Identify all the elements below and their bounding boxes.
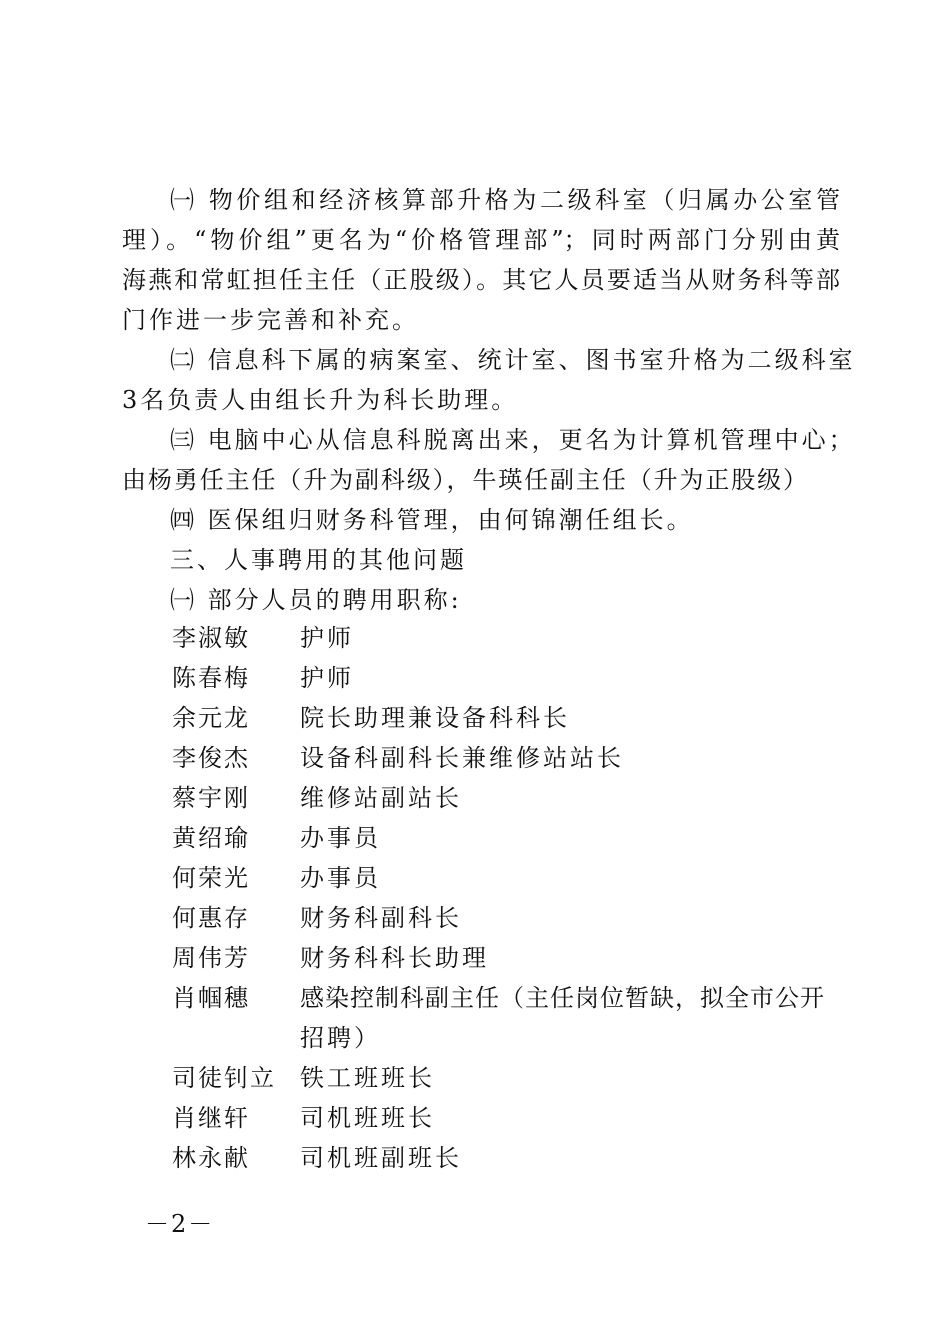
appointee-title: 财务科科长助理	[300, 944, 489, 972]
appointee-title: 护师	[300, 664, 354, 692]
paragraph-3-line-2: 由杨勇任主任（升为副科级），牛瑛任副主任（升为正股级）	[122, 466, 807, 494]
appointee-title: 设备科副科长兼维修站站长	[300, 744, 624, 772]
paragraph-1-line-4: 门作进一步完善和补充。	[122, 306, 419, 334]
appointee-title: 铁工班班长	[300, 1064, 435, 1092]
appointee-name: 林永献	[172, 1144, 250, 1172]
paragraph-1-line-3: 海燕和常虹担任主任（正股级）。其它人员要适当从财务科等部	[122, 266, 840, 294]
appointee-title: 维修站副站长	[300, 784, 462, 812]
appointee-name: 周伟芳	[172, 944, 250, 972]
appointee-title: 感染控制科副主任（主任岗位暂缺，拟全市公开	[300, 984, 825, 1012]
appointee-title: 护师	[300, 624, 354, 652]
appointee-name: 何荣光	[172, 864, 250, 892]
appointee-name: 司徒钊立	[172, 1064, 276, 1092]
appointee-title: 司机班班长	[300, 1104, 435, 1132]
appointee-title: 院长助理兼设备科科长	[300, 704, 570, 732]
appointee-title: 司机班副班长	[300, 1144, 462, 1172]
appointee-title: 办事员	[300, 864, 381, 892]
appointee-name: 肖帼穗	[172, 984, 250, 1012]
paragraph-2-line-1: ㈡ 信息科下属的病案室、统计室、图书室升格为二级科室	[170, 346, 856, 374]
page-number: －2－	[145, 1210, 215, 1238]
appointee-name: 蔡宇刚	[172, 784, 250, 812]
subsection-title: ㈠ 部分人员的聘用职称:	[170, 586, 462, 614]
appointee-title: 财务科副科长	[300, 904, 462, 932]
appointee-title-continuation: 招聘）	[300, 1024, 381, 1052]
appointee-title: 办事员	[300, 824, 381, 852]
paragraph-2-line-2: 3名负责人由组长升为科长助理。	[122, 386, 519, 414]
appointee-name: 肖继轩	[172, 1104, 250, 1132]
section-title: 三、人事聘用的其他问题	[170, 546, 467, 574]
paragraph-4-line-1: ㈣ 医保组归财务科管理，由何锦潮任组长。	[170, 506, 694, 534]
paragraph-1-line-2: 理）。“物价组”更名为“价格管理部”；同时两部门分别由黄	[122, 226, 840, 254]
appointee-name: 余元龙	[172, 704, 250, 732]
appointee-name: 李淑敏	[172, 624, 250, 652]
appointee-name: 陈春梅	[172, 664, 250, 692]
appointee-name: 李俊杰	[172, 744, 250, 772]
paragraph-3-line-1: ㈢ 电脑中心从信息科脱离出来，更名为计算机管理中心；	[170, 426, 856, 454]
paragraph-1-line-1: ㈠ 物价组和经济核算部升格为二级科室（归属办公室管	[170, 186, 840, 214]
appointee-name: 黄绍瑜	[172, 824, 250, 852]
appointee-name: 何惠存	[172, 904, 250, 932]
